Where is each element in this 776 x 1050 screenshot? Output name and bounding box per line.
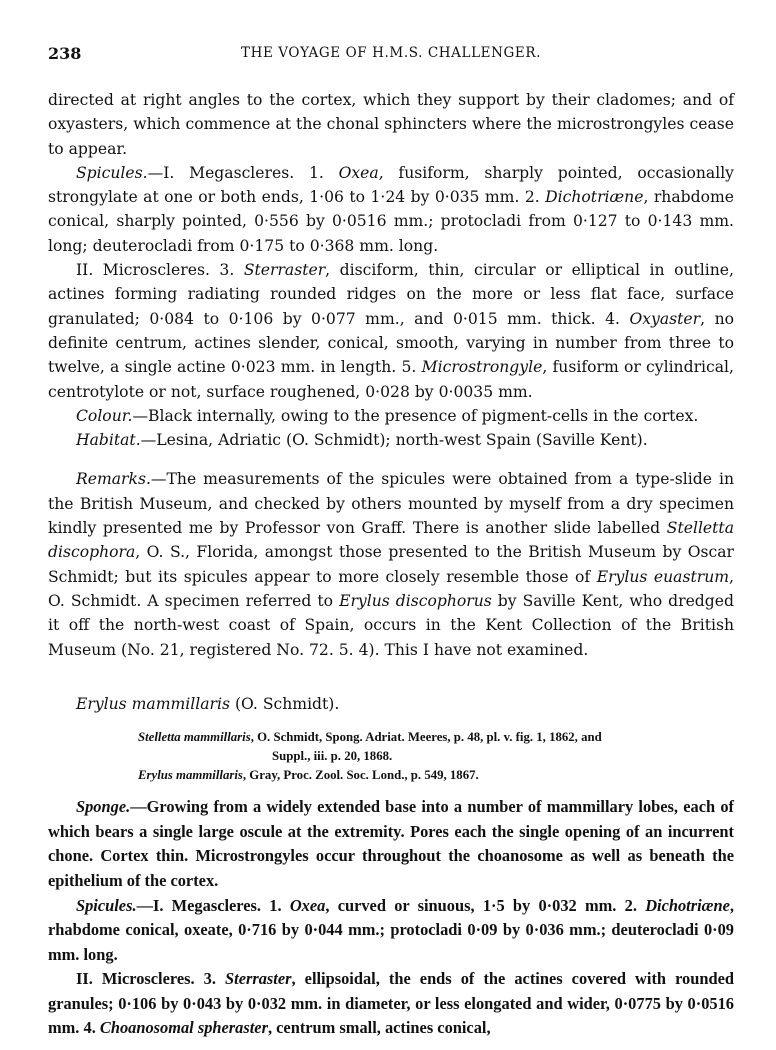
species-authority: (O. Schmidt). [230, 694, 340, 713]
text-run: , fusiform, sharply pointed, occasionally strongylate at one or both ends, 1·06 to 1·24 by 0·035 mm. 2. [48, 163, 734, 207]
term-oxea: Oxea [289, 895, 326, 915]
paragraph-habitat [48, 428, 734, 452]
synonymy-citations [48, 728, 734, 785]
text-run: , disciform, thin, circular or elliptical in outline, actines forming radiating rounded ridges on the more or less flat face, surface granulated; 0·084 to 0·106 by 0·077 mm., and 0·015 mm. thick. 4. [48, 261, 734, 328]
text-run: , centrum small, actines conical, [267, 1018, 491, 1038]
text-run: , O. Schmidt, Spong. Adriat. Meeres, p. 48, pl. v. fig. 1, 1862, and [250, 730, 602, 745]
term-oxyaster: Oxyaster [629, 309, 701, 328]
paragraph-spicules-2 [48, 894, 734, 968]
text-run: , no definite centrum, actines slender, conical, smooth, varying in number from three to twelve, a single actine 0·023 mm. in length. 5. [48, 309, 734, 377]
term-dichotriaene: Dichotriæne [645, 895, 730, 915]
term-oxea: Oxea [338, 163, 379, 182]
citation-2-name: Erylus mammillaris [138, 768, 243, 783]
text-run: —I. Megascleres. 1. [147, 163, 339, 182]
text-run: , curved or sinuous, 1·5 by 0·032 mm. 2. [325, 895, 646, 915]
paragraph-microscleres-1 [48, 258, 734, 404]
citation-1 [138, 728, 734, 747]
page-number: 238 [48, 44, 82, 63]
remarks-label: Remarks. [76, 470, 151, 489]
text-run: , O. S., Florida, amongst those presented to the British Museum by Oscar Schmidt; but its spicules appear to more closely resemble those of [48, 543, 734, 586]
paragraph-colour [48, 404, 734, 428]
habitat-label: Habitat. [76, 431, 141, 450]
term-microstrongyle: Microstrongyle [421, 358, 543, 377]
paragraph-microscleres-2 [48, 967, 734, 1041]
intro-text: directed at right angles to the cortex, which they support by their cladomes; and of oxyasters, which commence at the chonal sphincters where the microstrongyles cease to appear. [48, 91, 734, 158]
text-run: by Saville Kent, who dredged it off the north-west coast of Spain, occurs in the Kent Collection of the British Museum (No. 21, registered No. 72. 5. 4). This I have not examined. [48, 591, 734, 659]
text-run: —I. Megascleres. 1. [136, 895, 290, 915]
section-erylus-mammillaris [48, 795, 734, 1041]
term-choanosomal-spheraster: Choanosomal spheraster [99, 1018, 268, 1038]
text-run: II. Microscleres. 3. [76, 261, 244, 280]
spicules-label: Spicules. [76, 895, 137, 915]
text-run: —Growing from a widely extended base into a number of mammillary lobes, each of which bears a single large oscule at the extremity. Pores each the single opening of an incurrent chone. Cortex thin. Microstrongyles occur throughout the choanosome as well as beneath the epithelium of the cortex. [48, 797, 734, 890]
spicules-label: Spicules. [76, 163, 148, 182]
species-heading [48, 692, 734, 716]
running-head [48, 44, 734, 68]
text-run: , rhabdome conical, sharply pointed, 0·556 by 0·0516 mm.; protocladi from 0·127 to 0·143 mm. long; deuterocladi from 0·175 to 0·368 mm. long. [48, 188, 734, 255]
spacer [48, 452, 734, 467]
text-run: , Gray, Proc. Zool. Soc. Lond., p. 549, 1867. [242, 768, 479, 783]
paragraph-remarks [48, 467, 734, 661]
citation-2 [138, 766, 734, 785]
paragraph-spicules-1 [48, 161, 734, 258]
term-stelletta-discophora: Stelletta discophora [48, 519, 734, 562]
citation-1-continued: Suppl., iii. p. 20, 1868. [272, 749, 393, 764]
species-name: Erylus mammillaris [76, 694, 230, 713]
text-run: , O. Schmidt. A specimen referred to [48, 567, 734, 610]
text-run: , fusiform or cylindrical, centrotylote or not, surface roughened, 0·028 by 0·0035 mm. [48, 358, 734, 401]
text-run: —Black internally, owing to the presence of pigment-cells in the cortex. [132, 406, 699, 425]
text-run: —The measurements of the spicules were obtained from a type-slide in the British Museum, and checked by others mounted by myself from a dry specimen kindly presented me by Professor von Graff. There is another slide labelled [48, 470, 734, 538]
text-run: , ellipsoidal, the ends of the actines covered with rounded granules; 0·106 by 0·043 by 0·032 mm. in diameter, or less elongated and wider, 0·0775 by 0·0516 mm. 4. [48, 969, 734, 1038]
text-run: —Lesina, Adriatic (O. Schmidt); north-west Spain (Saville Kent). [140, 431, 648, 450]
paragraph-intro [48, 88, 734, 161]
text-run: II. Microscleres. 3. [76, 969, 226, 989]
colour-label: Colour. [76, 406, 133, 425]
term-dichotriaene: Dichotriæne [545, 188, 644, 207]
spacer [48, 662, 734, 692]
term-erylus-discophorus: Erylus discophorus [339, 591, 492, 610]
term-erylus-euastrum: Erylus euastrum [596, 567, 730, 586]
term-sterraster: Sterraster [243, 261, 326, 280]
sponge-label: Sponge. [76, 797, 131, 817]
text-run: , rhabdome conical, oxeate, 0·716 by 0·044 mm.; protocladi 0·09 by 0·036 mm.; deuterocladi 0·09 mm. long. [48, 895, 734, 964]
term-sterraster: Sterraster [225, 969, 292, 989]
paragraph-sponge [48, 795, 734, 893]
citation-1-name: Stelletta mammillaris [138, 730, 251, 745]
running-title: THE VOYAGE OF H.M.S. CHALLENGER. [240, 45, 542, 61]
